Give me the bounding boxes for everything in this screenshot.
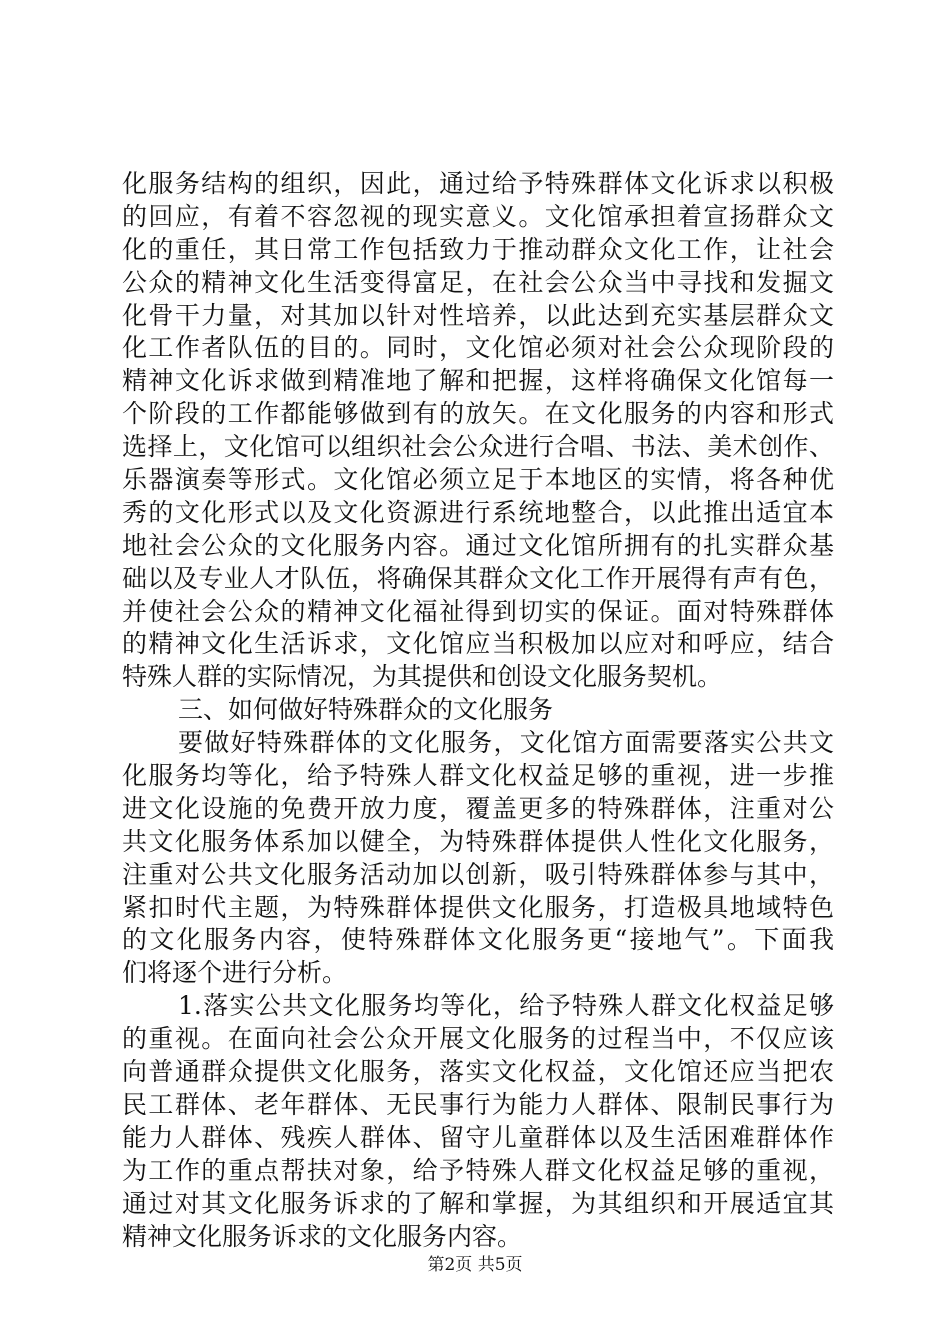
paragraph xyxy=(122,990,834,1253)
text-line: 秀的文化形式以及文化资源进行系统地整合，以此推出适宜本 xyxy=(122,497,834,527)
heading-line: 三、如何做好特殊群众的文化服务 xyxy=(178,695,554,725)
text-line: 精神文化服务诉求的文化服务内容。 xyxy=(122,1221,523,1251)
section-heading xyxy=(122,694,834,727)
text-line: 的文化服务内容，使特殊群体文化服务更“接地气”。下面我 xyxy=(122,925,834,955)
text-line: 的回应，有着不容忽视的现实意义。文化馆承担着宣扬群众文 xyxy=(122,201,834,231)
text-line: 要做好特殊群体的文化服务，文化馆方面需要落实公共文 xyxy=(178,728,834,758)
text-line: 乐器演奏等形式。文化馆必须立足于本地区的实情，将各种优 xyxy=(122,465,834,495)
text-line: 通过对其文化服务诉求的了解和掌握，为其组织和开展适宜其 xyxy=(122,1188,834,1218)
text-line: 并使社会公众的精神文化福祉得到切实的保证。面对特殊群体 xyxy=(122,596,834,626)
text-line: 化工作者队伍的目的。同时，文化馆必须对社会公众现阶段的 xyxy=(122,333,834,363)
text-line: 的重视。在面向社会公众开展文化服务的过程当中，不仅应该 xyxy=(122,1024,834,1054)
text-line: 1.落实公共文化服务均等化，给予特殊人群文化权益足够 xyxy=(178,991,834,1021)
text-line: 个阶段的工作都能够做到有的放矢。在文化服务的内容和形式 xyxy=(122,399,834,429)
text-line: 紧扣时代主题，为特殊群体提供文化服务，打造极具地域特色 xyxy=(122,892,834,922)
text-line: 能力人群体、残疾人群体、留守儿童群体以及生活困难群体作 xyxy=(122,1122,834,1152)
text-line: 注重对公共文化服务活动加以创新，吸引特殊群体参与其中， xyxy=(122,859,834,889)
text-line: 特殊人群的实际情况，为其提供和创设文化服务契机。 xyxy=(122,662,723,692)
text-line: 化服务均等化，给予特殊人群文化权益足够的重视，进一步推 xyxy=(122,761,834,791)
text-line: 共文化服务体系加以健全，为特殊群体提供人性化文化服务， xyxy=(122,826,834,856)
text-line: 化服务结构的组织，因此，通过给予特殊群体文化诉求以积极 xyxy=(122,169,834,198)
text-line: 选择上，文化馆可以组织社会公众进行合唱、书法、美术创作、 xyxy=(122,432,834,462)
page-number-footer: 第2页 共5页 xyxy=(427,1255,523,1275)
text-line: 地社会公众的文化服务内容。通过文化馆所拥有的扎实群众基 xyxy=(122,530,834,560)
paragraph xyxy=(122,168,834,694)
text-line: 础以及专业人才队伍，将确保其群众文化工作开展得有声有色， xyxy=(122,563,834,593)
text-line: 为工作的重点帮扶对象，给予特殊人群文化权益足够的重视， xyxy=(122,1155,834,1185)
text-line: 进文化设施的免费开放力度，覆盖更多的特殊群体，注重对公 xyxy=(122,793,834,823)
text-line: 精神文化诉求做到精准地了解和把握，这样将确保文化馆每一 xyxy=(122,366,834,396)
text-line: 民工群体、老年群体、无民事行为能力人群体、限制民事行为 xyxy=(122,1089,834,1119)
text-line: 公众的精神文化生活变得富足，在社会公众当中寻找和发掘文 xyxy=(122,267,834,297)
text-line: 化骨干力量，对其加以针对性培养，以此达到充实基层群众文 xyxy=(122,300,834,330)
text-line: 向普通群众提供文化服务，落实文化权益，文化馆还应当把农 xyxy=(122,1057,834,1087)
text-line: 化的重任，其日常工作包括致力于推动群众文化工作，让社会 xyxy=(122,234,834,264)
text-line: 们将逐个进行分析。 xyxy=(122,958,348,988)
document-body xyxy=(122,168,834,1253)
paragraph xyxy=(122,727,834,990)
text-line: 的精神文化生活诉求，文化馆应当积极加以应对和呼应，结合 xyxy=(122,629,834,659)
